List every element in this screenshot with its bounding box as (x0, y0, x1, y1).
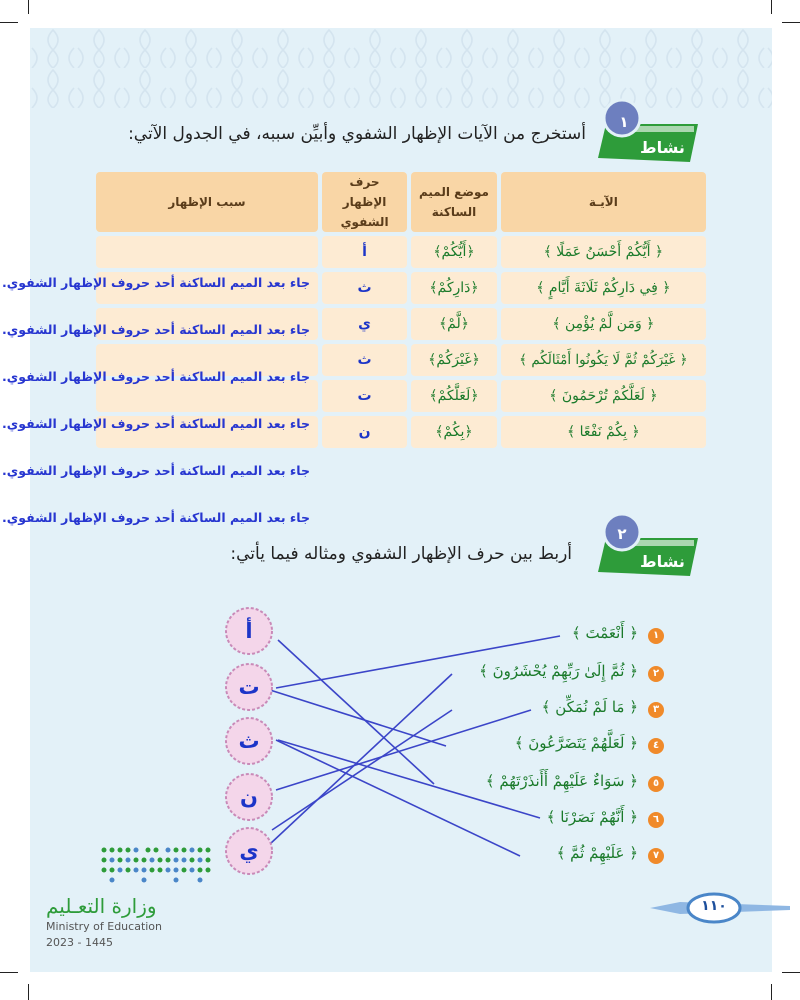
reason-answer: جاء بعد الميم الساكنة أحد حروف الإظهار الشفوي. (2, 416, 310, 431)
letter-cell: ت (322, 380, 407, 412)
reason-answer: جاء بعد الميم الساكنة أحد حروف الإظهار الشفوي. (2, 275, 310, 290)
match-item[interactable]: ﴿ مَا لَمْ نُمَكِّن ﴾ (541, 698, 638, 716)
page-number: ١١٠ (701, 898, 727, 914)
item-number: ٣ (648, 702, 664, 718)
header-ayah: الآيـة (501, 172, 706, 232)
match-line (276, 740, 520, 856)
reason-answer: جاء بعد الميم الساكنة أحد حروف الإظهار الشفوي. (2, 510, 310, 525)
position-cell: ﴿لَعَلَّكُمْ﴾ (411, 380, 497, 412)
ministry-name-arabic: وزارة التعـليم (46, 894, 157, 918)
letter-label: أ (245, 619, 253, 643)
item-number: ٤ (648, 738, 664, 754)
letter-circle-ta[interactable] (222, 662, 276, 712)
activity-label: نشاط (640, 138, 685, 157)
letter-cell: ن (322, 416, 407, 448)
letter-label: ت (238, 675, 260, 699)
position-cell: ﴿أَيُّكُمْ﴾ (411, 236, 497, 268)
letter-cell: ث (322, 344, 407, 376)
letter-label: ن (240, 785, 258, 809)
reason-answer: جاء بعد الميم الساكنة أحد حروف الإظهار الشفوي. (2, 369, 310, 384)
item-number: ٢ (648, 666, 664, 682)
reason-answer: جاء بعد الميم الساكنة أحد حروف الإظهار الشفوي. (2, 322, 310, 337)
position-cell: ﴿غَيْرَكُمْ﴾ (411, 344, 497, 376)
match-item[interactable]: ﴿ أَنَّهُمْ نَصَرْنَا ﴾ (546, 808, 638, 826)
activity-instruction: أربط بين حرف الإظهار الشفوي ومثاله فيما يأتي: (230, 544, 572, 564)
letter-circle-tha[interactable] (222, 716, 276, 766)
item-number: ٧ (648, 848, 664, 864)
item-number: ٦ (648, 812, 664, 828)
ayah-cell: ﴿ أَيُّكُمْ أَحْسَنُ عَمَلًا ﴾ (501, 236, 706, 268)
ministry-name-english: Ministry of Education (46, 920, 163, 933)
position-cell: ﴿لَّمْ﴾ (411, 308, 497, 340)
match-item[interactable]: ﴿ ثُمَّ إِلَىٰ رَبِّهِمْ يُحْشَرُونَ ﴾ (479, 662, 638, 680)
match-item[interactable]: ﴿ لَعَلَّهُمْ يَتَضَرَّعُونَ ﴾ (514, 734, 638, 752)
activity-number: ٢ (617, 525, 627, 543)
letter-circle-ya[interactable] (222, 826, 276, 876)
match-item[interactable]: ﴿ أَنْعَمْتَ ﴾ (571, 624, 638, 642)
ayah-cell: ﴿ لَعَلَّكُمْ تُرْحَمُونَ ﴾ (501, 380, 706, 412)
item-number: ٥ (648, 776, 664, 792)
letter-cell: أ (322, 236, 407, 268)
letter-label: ث (238, 729, 260, 753)
ayah-cell: ﴿ غَيْرَكُمْ ثُمَّ لَا يَكُونُوا أَمْثَالَكُم ﴾ (501, 344, 706, 376)
letter-circle-alif[interactable] (222, 606, 276, 656)
ayah-cell: ﴿ فِي دَارِكُمْ ثَلَاثَةَ أَيَّامٍ ﴾ (501, 272, 706, 304)
activity-label: نشاط (640, 552, 685, 571)
header-reason: سبب الإظهار (96, 172, 318, 232)
position-cell: ﴿بِكُمْ﴾ (411, 416, 497, 448)
match-line (270, 690, 446, 746)
reason-answer: جاء بعد الميم الساكنة أحد حروف الإظهار الشفوي. (2, 463, 310, 478)
match-item[interactable]: ﴿ سَوَاءٌ عَلَيْهِمْ أَأَنذَرْتَهُمْ ﴾ (485, 772, 638, 790)
ayah-cell: ﴿ بِكُمْ نَفْعًا ﴾ (501, 416, 706, 448)
ministry-logo-icon (98, 842, 214, 886)
header-position: موضع الميم الساكنة (411, 172, 497, 232)
ayah-cell: ﴿ وَمَن لَّمْ يُؤْمِن ﴾ (501, 308, 706, 340)
letter-circle-nun[interactable] (222, 772, 276, 822)
item-number: ١ (648, 628, 664, 644)
edition-year: 2023 - 1445 (46, 936, 113, 949)
match-line (272, 710, 452, 830)
position-cell: ﴿دَارِكُمْ﴾ (411, 272, 497, 304)
letter-cell: ث (322, 272, 407, 304)
letter-cell: ي (322, 308, 407, 340)
activity-instruction: أستخرج من الآيات الإظهار الشفوي وأبيِّن سببه، في الجدول الآتي: (128, 124, 586, 144)
letter-label: ي (239, 839, 259, 863)
activity-number: ١ (619, 113, 629, 131)
match-item[interactable]: ﴿ عَلَيْهِمْ ثُمَّ ﴾ (556, 844, 638, 862)
header-letter: حرف الإظهار الشفوي (322, 172, 407, 232)
